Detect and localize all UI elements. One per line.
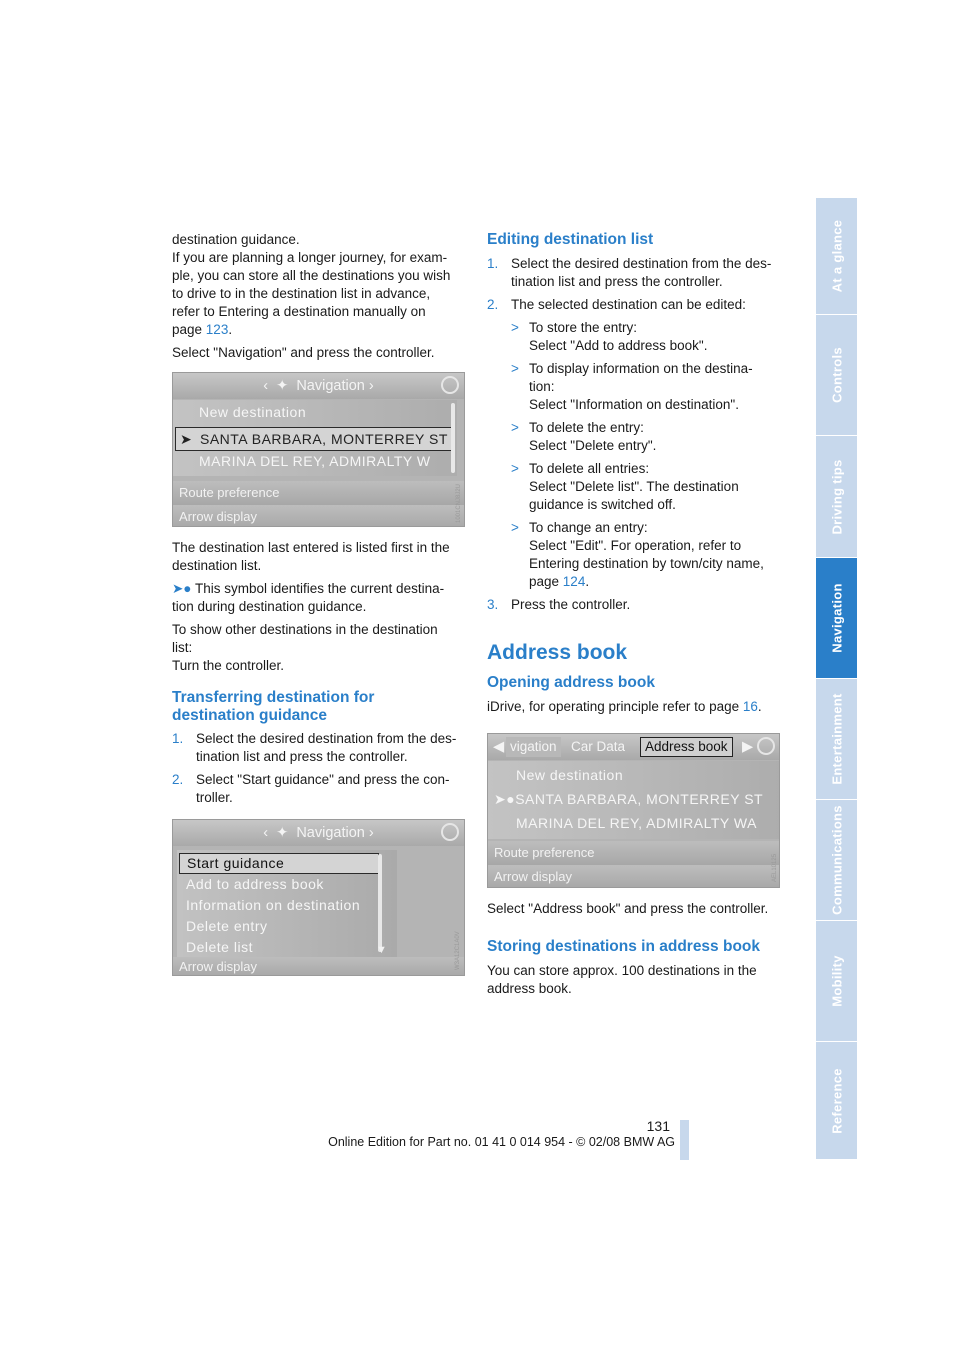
screen-header [173, 373, 464, 399]
edition-text: Online Edition for Part no. 01 41 0 014 954 - © 02/08 BMW AG [328, 1135, 675, 1149]
tab-controls[interactable]: Controls [816, 315, 857, 436]
screen-start-guidance [172, 819, 465, 976]
step: 2. Select "Start guidance" and press the con- troller. [172, 772, 450, 805]
controller-icon [757, 737, 775, 755]
list-item: MARINA DEL REY, ADMIRALTY W [199, 453, 431, 469]
navigation-icon: ✦ [276, 825, 289, 841]
screen-header [488, 734, 779, 760]
image-code: W3A12C1A0V [455, 931, 461, 970]
bullet-item: > To store the entry: Select "Add to address book". [511, 320, 708, 353]
current-destination-icon: ➤ [180, 431, 193, 447]
menu-item: Delete entry [186, 918, 268, 934]
navigation-icon: ✦ [276, 378, 289, 394]
arrow-left-icon: ‹ [263, 378, 269, 394]
arrow-right-icon: › [368, 378, 374, 394]
symbol-text: ➤● This symbol identifies the current destina- tion during destination guidance. [172, 581, 445, 614]
footer-marker [680, 1120, 689, 1160]
arrow-left-icon: ‹ [263, 825, 269, 841]
screen-address-book [487, 733, 780, 888]
current-destination-symbol-icon: ➤● [172, 581, 192, 596]
route-preference-row: Route preference [173, 481, 464, 505]
arrow-right-icon: › [368, 825, 374, 841]
select-navigation-text: Select "Navigation" and press the controller. [172, 345, 435, 360]
tab-navigation: vigation [506, 737, 561, 757]
tab-reference[interactable]: Reference [816, 1042, 857, 1160]
last-entered-text: The destination last entered is listed first in the destination list. [172, 540, 450, 573]
menu-item: Information on destination [186, 897, 361, 913]
list-item: MARINA DEL REY, ADMIRALTY WA [516, 815, 757, 831]
right-column [487, 231, 783, 721]
storing-heading: Storing destinations in address book [487, 938, 761, 955]
tab-entertainment[interactable]: Entertainment [816, 679, 857, 800]
opening-heading: Opening address book [487, 674, 655, 691]
select-address-book-text: Select "Address book" and press the controller. [487, 901, 769, 916]
other-destinations-text: To show other destinations in the destination list: Turn the controller. [172, 622, 438, 673]
opening-text: iDrive, for operating principle refer to page 16. [487, 699, 762, 714]
tab-communications[interactable]: Communications [816, 800, 857, 921]
arrow-display-row: Arrow display [488, 865, 779, 888]
editing-heading: Editing destination list [487, 231, 654, 248]
screen-title: Navigation [296, 378, 365, 394]
tab-at-a-glance[interactable]: At a glance [816, 198, 857, 315]
screen-destination-list [172, 372, 465, 527]
tab-navigation-active[interactable]: Navigation [816, 558, 857, 679]
page-link-124[interactable]: 124 [562, 574, 586, 589]
page-link-16[interactable]: 16 [742, 699, 758, 714]
scrollbar [378, 854, 382, 952]
editing-steps [487, 255, 783, 614]
transfer-heading: Transferring destination for destination guidance [172, 689, 375, 724]
page-number: 131 [646, 1118, 670, 1134]
step: 2. The selected destination can be edited: > To store the entry: Select "Add to address book". > To display information on the destina- tion: Select "Information on destination". > To delete the entry: Select "Delete entry". > To delete all entries: Select "Delete list". The destination guidance is switched off. > To change an entry: Select "Edit". For operation, refer to Entering destination by town/city name, page 124. [487, 296, 783, 591]
intro-paragraph: destination guidance. If you are planning a longer journey, for exam- ple, you can store all the destinations you wish to drive to in the destination list in advance, refer to Entering a destination manually on page 123. [172, 232, 451, 337]
image-code: AEL10125 [772, 853, 778, 882]
scroll-down-icon: ▼ [376, 944, 387, 956]
step: 3. Press the controller. [487, 597, 631, 612]
tab-mobility[interactable]: Mobility [816, 921, 857, 1042]
list-item: New destination [516, 767, 624, 783]
controller-icon [441, 823, 459, 841]
transfer-steps [172, 730, 466, 807]
step: 1. Select the desired destination from the des- tination list and press the controller. [172, 731, 457, 764]
scrollbar [451, 403, 455, 473]
edit-options-list [511, 319, 783, 591]
arrow-left-icon: ◀ [493, 739, 505, 755]
chapter-tabs [816, 198, 857, 1160]
controller-icon [441, 376, 459, 394]
left-column [172, 231, 466, 367]
tab-address-book: Address book [640, 737, 733, 757]
list-item: ➤●SANTA BARBARA, MONTERREY ST [494, 791, 764, 807]
bullet-item: > To display information on the destina- tion: Select "Information on destination". [511, 361, 753, 412]
current-destination-icon: ➤● [494, 791, 516, 807]
arrow-right-icon: ▶ [742, 739, 754, 755]
bullet-item: > To delete all entries: Select "Delete list". The destination guidance is switched off. [511, 461, 739, 512]
right-column-bottom [487, 900, 783, 1003]
step: 1. Select the desired destination from the des- tination list and press the controller. [487, 256, 772, 289]
menu-item: Delete list [186, 939, 253, 955]
screen-title: Navigation [296, 825, 365, 841]
list-item: New destination [199, 404, 307, 420]
image-code: 1001CNJ8J2U [456, 483, 462, 523]
screen-header [173, 820, 464, 846]
arrow-display-row: Arrow display [173, 505, 464, 527]
bullet-item: > To change an entry: Select "Edit". For operation, refer to Entering destination by town/city name, page 124. [511, 520, 764, 589]
storing-text: You can store approx. 100 destinations in the address book. [487, 963, 757, 996]
menu-item: Add to address book [186, 876, 324, 892]
tab-driving-tips[interactable]: Driving tips [816, 436, 857, 558]
address-book-heading: Address book [487, 641, 628, 664]
tab-car-data: Car Data [571, 739, 626, 754]
route-preference-row: Route preference [488, 841, 779, 865]
bullet-item: > To delete the entry: Select "Delete entry". [511, 420, 657, 453]
start-guidance-option: Start guidance [179, 853, 379, 874]
left-column-mid [172, 539, 466, 812]
page-link-123[interactable]: 123 [205, 322, 229, 337]
arrow-display-row: Arrow display [173, 957, 464, 976]
list-item-selected: ➤ SANTA BARBARA, MONTERREY ST [175, 427, 455, 451]
